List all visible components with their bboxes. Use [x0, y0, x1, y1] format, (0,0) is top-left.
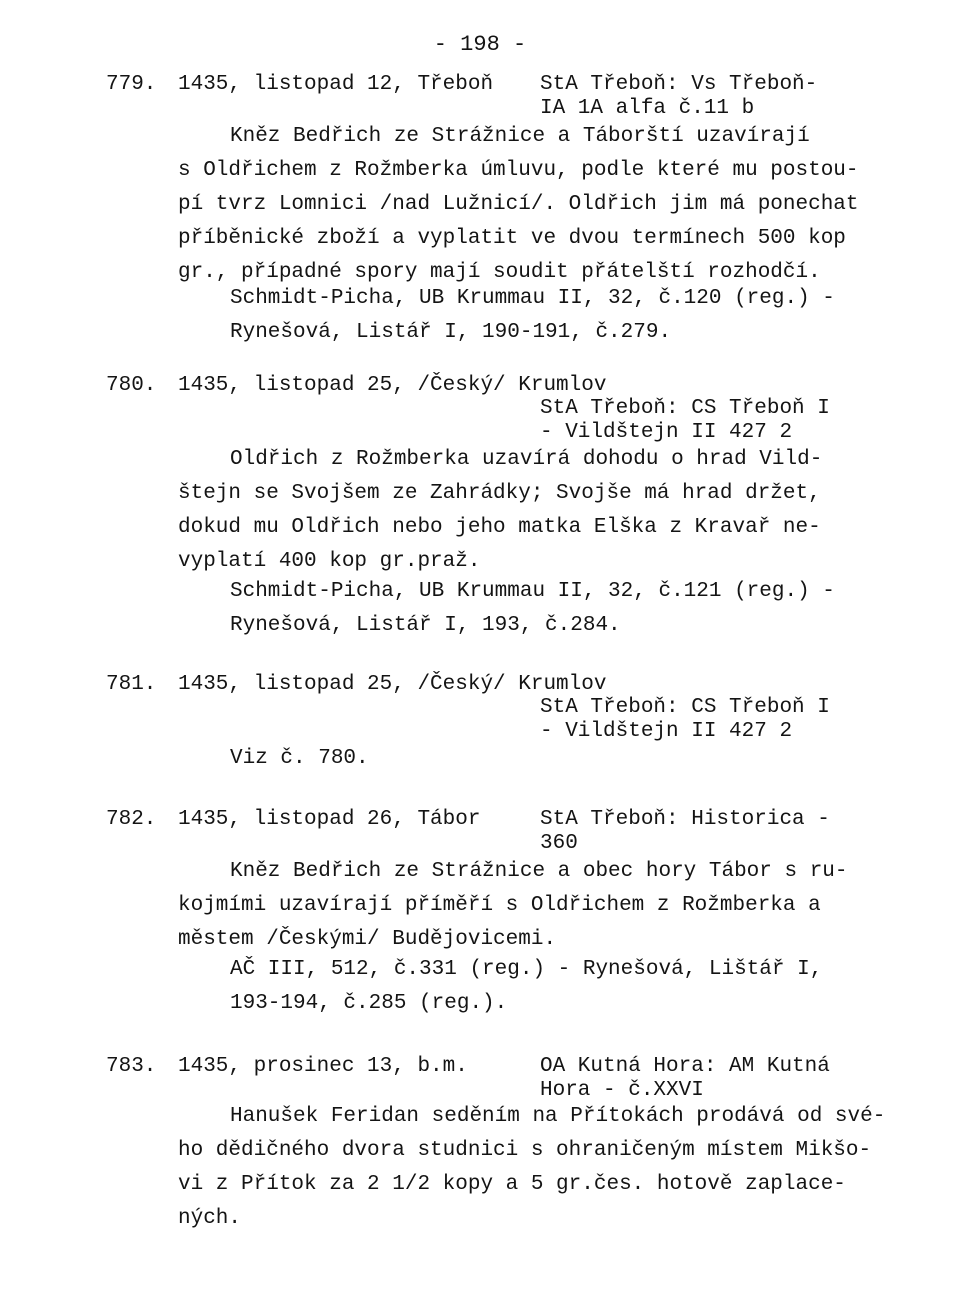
text-line: Kněz Bedřich ze Strážnice a Táborští uzavírají	[230, 125, 810, 148]
entry-archive	[540, 1055, 840, 1103]
text-line: ných.	[178, 1207, 242, 1230]
text-line: pí tvrz Lomnici /nad Lužnicí/. Oldřich jim má ponechat	[178, 193, 859, 216]
entry-archive	[540, 808, 840, 856]
entry-text	[178, 443, 838, 579]
archive-line: OA Kutná Hora: AM Kutná	[540, 1055, 830, 1078]
literature-line: Rynešová, Listář I, 190-191, č.279.	[230, 321, 672, 344]
text-line: Kněz Bedřich ze Strážnice a obec hory Tábor s ru-	[230, 860, 848, 883]
entry-archive	[540, 397, 840, 445]
archive-line: StA Třeboň: Vs Třeboň-	[540, 73, 818, 96]
archive-line: - Vildštejn II 427 2	[540, 720, 793, 743]
entry-literature	[230, 282, 840, 350]
archive-line: 360	[540, 832, 578, 855]
archive-line: - Vildštejn II 427 2	[540, 421, 793, 444]
literature-line: Schmidt-Picha, UB Krummau II, 32, č.121 (reg.) -	[230, 580, 835, 603]
text-line: městem /Českými/ Budějovicemi.	[178, 928, 557, 951]
text-line: gr., případné spory mají soudit přátelští rozhodčí.	[178, 261, 821, 284]
entry-number: 780.	[106, 374, 157, 397]
text-line: příběnické zboží a vyplatit ve dvou termínech 500 kop	[178, 227, 846, 250]
entry-number: 782.	[106, 808, 157, 831]
archive-line: StA Třeboň: CS Třeboň I	[540, 397, 830, 420]
entry-literature	[230, 742, 840, 776]
page-number: - 198 -	[433, 32, 527, 57]
literature-line: 193-194, č.285 (reg.).	[230, 992, 508, 1015]
text-line: s Oldřichem z Rožmberka úmluvu, podle které mu postou-	[178, 159, 859, 182]
entry-number: 783.	[106, 1055, 157, 1078]
text-line: Oldřich z Rožmberka uzavírá dohodu o hrad Vild-	[230, 448, 823, 471]
archive-line: StA Třeboň: Historica -	[540, 808, 830, 831]
text-line: kojmími uzavírají příměří s Oldřichem z Rožmberka a	[178, 894, 821, 917]
text-line: štejn se Svojšem ze Zahrádky; Svojše má hrad držet,	[178, 482, 821, 505]
entry-text	[178, 855, 848, 957]
entry-archive	[540, 73, 840, 121]
text-line: vi z Přítok za 2 1/2 kopy a 5 gr.čes. hotově zaplace-	[178, 1173, 846, 1196]
entry-date-place: 1435, listopad 25, /Český/ Krumlov	[178, 673, 607, 696]
entry-literature	[230, 575, 840, 643]
entry-number: 781.	[106, 673, 157, 696]
entry-number: 779.	[106, 73, 157, 96]
entry-archive	[540, 696, 840, 744]
entry-date-place: 1435, listopad 25, /Český/ Krumlov	[178, 374, 607, 397]
text-line: Hanušek Feridan seděním na Přítokách prodává od své-	[230, 1105, 886, 1128]
entry-date-place: 1435, prosinec 13, b.m.	[178, 1055, 468, 1078]
literature-line: Schmidt-Picha, UB Krummau II, 32, č.120 (reg.) -	[230, 287, 835, 310]
literature-line: Rynešová, Listář I, 193, č.284.	[230, 614, 621, 637]
text-line: vyplatí 400 kop gr.praž.	[178, 550, 481, 573]
text-line: ho dědičného dvora studnici s ohraničeným místem Mikšo-	[178, 1139, 872, 1162]
entry-text	[178, 120, 859, 290]
archive-line: Hora - č.XXVI	[540, 1079, 704, 1102]
literature-line: AČ III, 512, č.331 (reg.) - Rynešová, Lištář I,	[230, 958, 823, 981]
literature-line: Viz č. 780.	[230, 747, 369, 770]
entry-text	[178, 1100, 886, 1236]
archive-line: IA 1A alfa č.11 b	[540, 97, 755, 120]
entry-literature	[230, 953, 840, 1021]
entry-date-place: 1435, listopad 12, Třeboň	[178, 73, 494, 96]
archive-line: StA Třeboň: CS Třeboň I	[540, 696, 830, 719]
text-line: dokud mu Oldřich nebo jeho matka Elška z Kravař ne-	[178, 516, 821, 539]
entry-date-place: 1435, listopad 26, Tábor	[178, 808, 481, 831]
